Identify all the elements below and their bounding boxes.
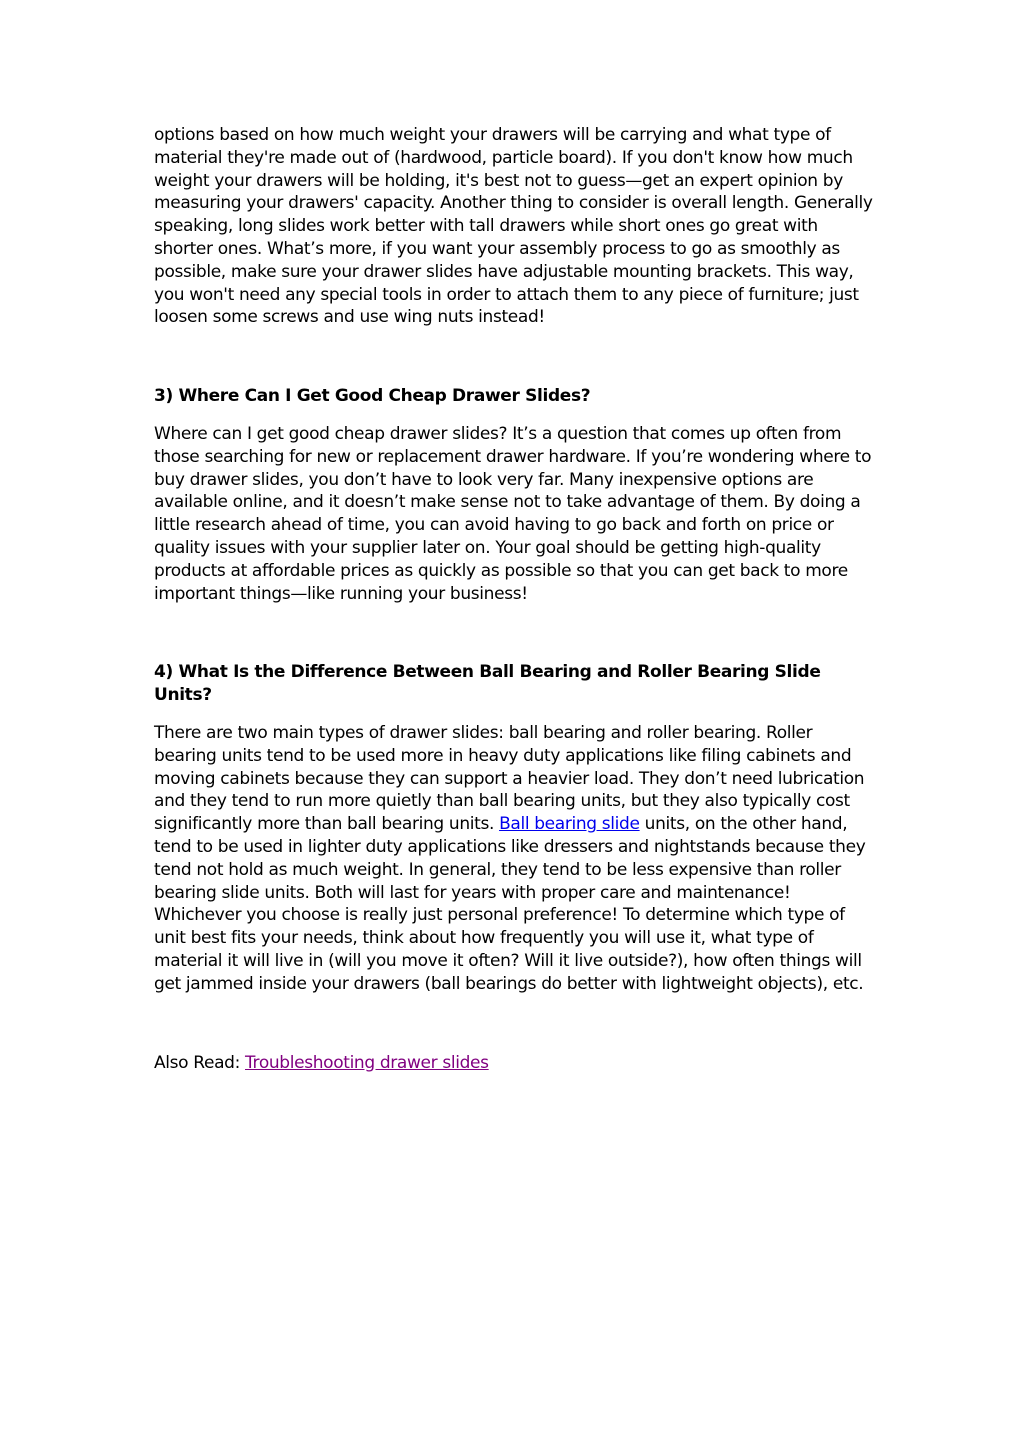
- also-read-line: [154, 1052, 874, 1075]
- section-4-heading: 4) What Is the Difference Between Ball Bearing and Roller Bearing Slide Units?: [154, 662, 821, 706]
- section-4-text-before-link: There are two main types of drawer slides: ball bearing and roller bearing. Roller bearing units tend to be used more in heavy duty applications like filing cabinets and moving cabinets because they can support a heavier load. They don’t need lubrication and they tend to run more quietly than ball bearing units, but they also typically cost significantly more than ball bearing units.: [154, 722, 865, 835]
- section-4-paragraph: [154, 722, 874, 996]
- also-read-label: Also Read:: [154, 1052, 246, 1073]
- document-page: [154, 124, 874, 1074]
- intro-paragraph: options based on how much weight your drawers will be carrying and what type of material they're made out of (hardwood, particle board). If you don't know how much weight your drawers will be holding, it's best not to guess—get an expert opinion by measuring your drawers' capacity. Another thing to consider is overall length. Generally speaking, long slides work better with tall drawers while short ones go great with shorter ones. What’s more, if you want your assembly process to go as smoothly as possible, make sure your drawer slides have adjustable mounting brackets. This way, you won't need any special tools in order to attach them to any piece of furniture; just loosen some screws and use wing nuts instead!: [154, 125, 873, 328]
- section-4-text-after-link: units, on the other hand, tend to be used in lighter duty applications like dressers and nightstands because they tend not hold as much weight. In general, they tend to be less expensive than roller bearing slide units. Both will last for years with proper care and maintenance! Whichever you choose is really just personal preference! To determine which type of unit best fits your needs, think about how frequently you will use it, what type of material it will live in (will you move it often? Will it live outside?), how often things will get jammed inside your drawers (ball bearings do better with lightweight objects), etc.: [154, 814, 866, 994]
- ball-bearing-slide-link[interactable]: Ball bearing slide: [499, 814, 640, 835]
- section-3-heading: 3) Where Can I Get Good Cheap Drawer Slides?: [154, 386, 591, 407]
- troubleshooting-drawer-slides-link[interactable]: Troubleshooting drawer slides: [245, 1052, 489, 1073]
- section-3-paragraph: Where can I get good cheap drawer slides? It’s a question that comes up often from those searching for new or replacement drawer hardware. If you’re wondering where to buy drawer slides, you don’t have to look very far. Many inexpensive options are available online, and it doesn’t make sense not to take advantage of them. By doing a little research ahead of time, you can avoid having to go back and forth on price or quality issues with your supplier later on. Your goal should be getting high-quality products at affordable prices as quickly as possible so that you can get back to more important things—like running your business!: [154, 423, 872, 604]
